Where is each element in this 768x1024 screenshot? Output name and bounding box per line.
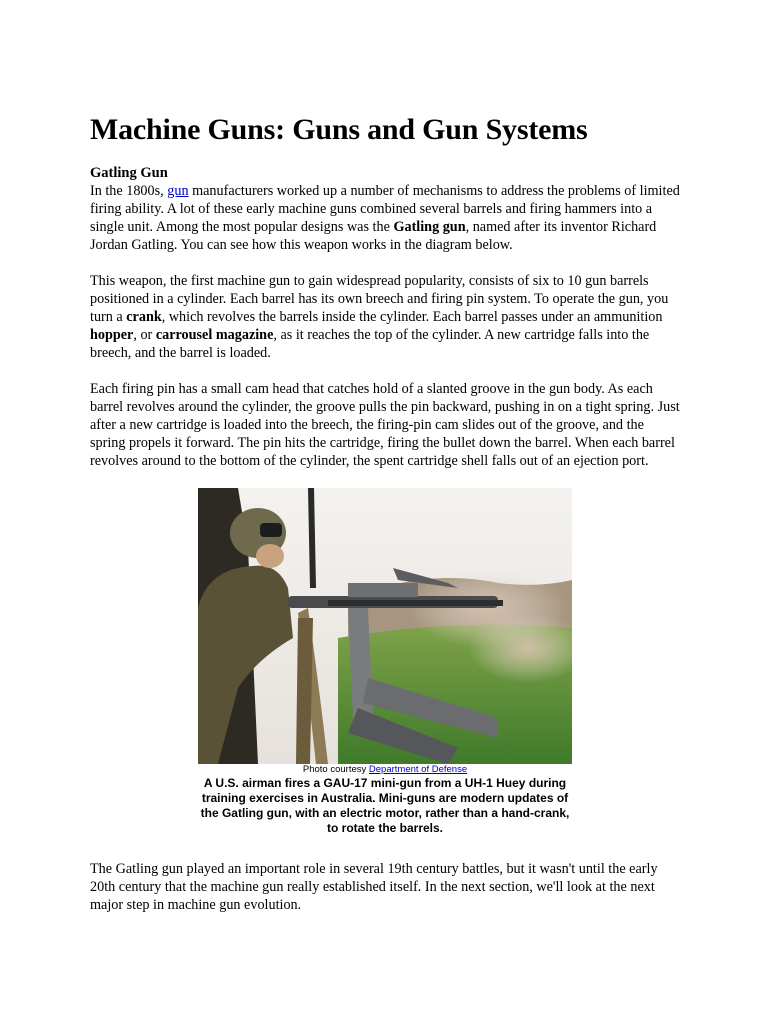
bold-term: crank [126,309,162,325]
text-run: , which revolves the barrels inside the cylinder. Each barrel passes under an ammunition [161,309,663,325]
article [90,112,680,914]
credit-prefix: Photo courtesy [302,764,369,775]
text-run: This weapon, the first machine gun to gain widespread popularity, consists of six to 10 gun barrels positioned in a cylinder. Each barrel has its own breech and firing pin system. To operate the gun, you turn a [90,273,669,325]
department-of-defense-link[interactable]: Department of Defense [368,764,468,775]
photo-caption: A U.S. airman fires a GAU-17 mini-gun from a UH-1 Huey during training exercises in Australia. Mini-guns are modern updates of the Gatling gun, with an electric motor, rather than a hand-crank, to rotate the barrels. [200,776,570,835]
bold-term: Gatling gun [393,219,466,235]
text-run: , named after its inventor Richard Jordan Gatling. You can see how this weapon works in the diagram below. [90,219,657,253]
bold-term: carrousel magazine [155,327,274,343]
text-run: , as it reaches the top of the cylinder. A new cartridge falls into the breech, and the barrel is loaded. [90,327,650,361]
photo-credit [90,764,680,775]
paragraph-intro [90,182,680,254]
section-heading: Gatling Gun [90,165,168,181]
text-run: In the 1800s, [90,183,168,199]
bold-term: hopper [90,327,134,343]
text-run: manufacturers worked up a number of mechanisms to address the problems of limited firing ability. A lot of these early machine guns combined several barrels and firing hammers into a single unit. Among the most popular designs was the [90,183,680,235]
page-title: Machine Guns: Guns and Gun Systems [90,113,588,146]
text-run: , or [133,327,156,343]
minigun-photo [198,488,572,764]
paragraph-closing: The Gatling gun played an important role in several 19th century battles, but it wasn't until the early 20th century that the machine gun really established itself. In the next section, we'll look at the next major step in machine gun evolution. [90,861,658,913]
photo-figure [90,488,680,836]
paragraph-operation [90,272,680,362]
gun-link[interactable]: gun [167,183,189,199]
paragraph-firing-pin: Each firing pin has a small cam head that catches hold of a slanted groove in the gun body. As each barrel revolves around the cylinder, the groove pulls the pin backward, pushing in on a tight spring. Just after a new cartridge is loaded into the breech, the firing-pin cam slides out of the groove, and the spring propels it forward. The pin hits the cartridge, firing the bullet down the barrel. When each barrel revolves around to the bottom of the cylinder, the spent cartridge shell falls out of an ejection port. [90,381,680,469]
